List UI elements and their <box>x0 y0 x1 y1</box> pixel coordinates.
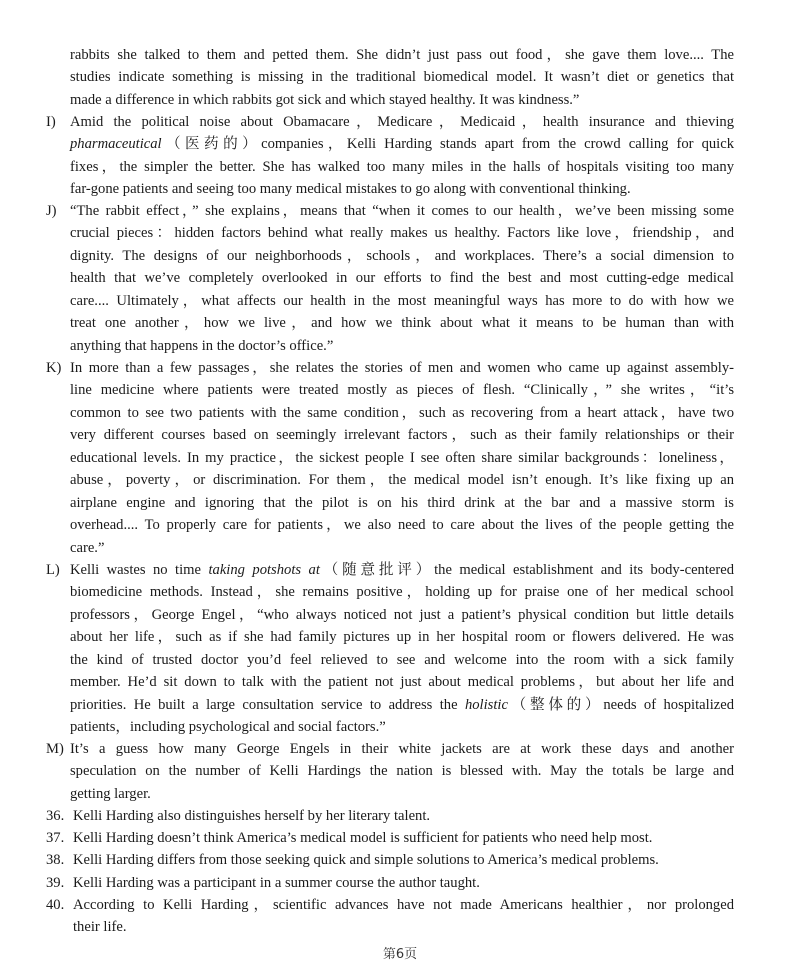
question-40 <box>46 894 734 939</box>
text-line: In more than a few passages，she relates the stories of men and women who came up against assembly- <box>70 360 734 376</box>
text-line: airplane engine and ignoring that the pilot is on his third drink at the bar and a massive storm is <box>70 494 734 511</box>
text-line: very different courses based on seemingly irrelevant factors，such as their family relationships or their <box>70 427 734 444</box>
text-line <box>70 559 734 581</box>
paragraph-m <box>46 738 734 805</box>
text-line <box>70 133 734 155</box>
text-line: about her life，such as if she had family pictures up in her hospital room or flowers delivered. He was <box>70 629 734 646</box>
paragraph-i <box>46 111 734 201</box>
text-line: far-gone patients and seeing too many medical mistakes to go along with conventional thinking. <box>70 181 631 198</box>
text-line: educational levels. In my practice，the sickest people I see often share similar backgrounds：loneliness， <box>70 449 734 466</box>
text-line: abuse，poverty，or discrimination. For them，the medical model isn’t enough. It’s like fixing up an <box>70 472 734 489</box>
text-line: common to see two patients with the same condition，such as recovering from a heart attack，have two <box>70 404 734 421</box>
paragraph-k <box>46 357 734 559</box>
text-line: studies indicate something is missing in the traditional biomedical model. It wasn’t diet or genetics that <box>70 69 734 86</box>
text-line: treat one another，how we live，and how we think about what it means to be human than with <box>70 315 734 332</box>
text-line: dignity. The designs of our neighborhoods，schools，and workplaces. There’s a social dimension to <box>70 247 734 264</box>
text-line: care.” <box>70 539 105 556</box>
italic-term: holistic <box>464 696 508 713</box>
text-segment: （整体的）needs of hospitalized <box>507 696 734 713</box>
question-39 <box>46 872 734 894</box>
question-number: 39. <box>46 875 65 891</box>
italic-term: pharmaceutical <box>70 136 162 153</box>
page-number: 第6页 <box>382 947 418 962</box>
question-37 <box>46 827 734 849</box>
paragraph-label: I) <box>46 114 56 130</box>
text-line: professors，George Engel，“who always noticed not just a patient’s physical condition but little details <box>70 606 734 623</box>
text-line: made a difference in which rabbits got sick and which stayed healthy. It was kindness.” <box>70 91 580 108</box>
text-line: Amid the political noise about Obamacare，Medicare，Medicaid，health insurance and thieving <box>70 114 734 130</box>
text-line: speculation on the number of Kelli Hardings the nation is blessed with. May the totals be large and <box>70 763 734 780</box>
text-line: getting larger. <box>70 785 151 802</box>
paragraph-label: J) <box>46 203 57 219</box>
text-segment: Kelli wastes no time <box>70 562 209 578</box>
paragraph-l <box>46 559 734 739</box>
text-segment: （医药的）companies，Kelli Harding stands apart from the crowd calling for quick <box>161 136 734 153</box>
text-line: the kind of trusted doctor you’d feel relieved to see and welcome into the room with a sick family <box>70 651 734 668</box>
question-text: Kelli Harding differs from those seeking quick and simple solutions to America’s medical problems. <box>73 852 659 868</box>
question-text: Kelli Harding was a participant in a summer course the author taught. <box>73 875 480 891</box>
question-text: According to Kelli Harding，scientific advances have not made Americans healthier，nor prolonged <box>73 897 734 913</box>
italic-term: taking potshots at <box>208 562 320 578</box>
text-line: line medicine where patients were treated mostly as pieces of flesh. “Clinically，” she writes，“it’s <box>70 382 734 399</box>
text-line: It’s a guess how many George Engels in their white jackets are at work these days and another <box>70 741 734 757</box>
question-number: 40. <box>46 897 65 913</box>
question-number: 36. <box>46 808 65 824</box>
intro-continuation <box>46 44 734 111</box>
text-line: crucial pieces：hidden factors behind what really makes us healthy. Factors like love，friendship，and <box>70 225 734 242</box>
paragraph-label: M) <box>46 741 64 757</box>
paragraph-label: L) <box>46 562 60 578</box>
question-36 <box>46 805 734 827</box>
question-text: their life. <box>73 919 127 936</box>
paragraph-j <box>46 200 734 357</box>
text-line: member. He’d sit down to talk with the patient not just about medical problems，but about her life and <box>70 674 734 691</box>
text-line: patients，including psychological and social factors.” <box>70 719 386 736</box>
text-segment: priorities. He built a large consultation service to address the <box>70 696 465 713</box>
question-text: Kelli Harding also distinguishes herself by her literary talent. <box>73 808 431 824</box>
text-line: fixes，the simpler the better. She has walked too many miles in the halls of hospitals visiting too many <box>70 158 734 175</box>
text-line: anything that happens in the doctor’s office.” <box>70 337 334 354</box>
question-38 <box>46 849 734 871</box>
text-segment: （随意批评）the medical establishment and its body-centered <box>319 562 735 578</box>
question-number: 38. <box>46 852 65 868</box>
text-line: rabbits she talked to them and petted them. She didn’t just pass out food，she gave them love.... The <box>70 47 734 63</box>
text-line <box>70 694 734 716</box>
text-line: overhead.... To properly care for patients，we also need to care about the lives of the people getting the <box>70 517 734 534</box>
text-line: biomedicine methods. Instead，she remains positive，holding up for praise one of her medical school <box>70 584 734 601</box>
paragraph-label: K) <box>46 360 62 376</box>
question-number: 37. <box>46 830 65 846</box>
text-line: “The rabbit effect，” she explains，means that “when it comes to our health，we’ve been missing some <box>70 203 734 219</box>
text-line: health that we’ve completely overlooked in our efforts to find the best and most cutting-edge medical <box>70 270 734 287</box>
text-line: care.... Ultimately，what affects our health in the most meaningful ways has more to do with how we <box>70 292 734 309</box>
question-text: Kelli Harding doesn’t think America’s medical model is sufficient for patients who need help most. <box>73 830 653 846</box>
